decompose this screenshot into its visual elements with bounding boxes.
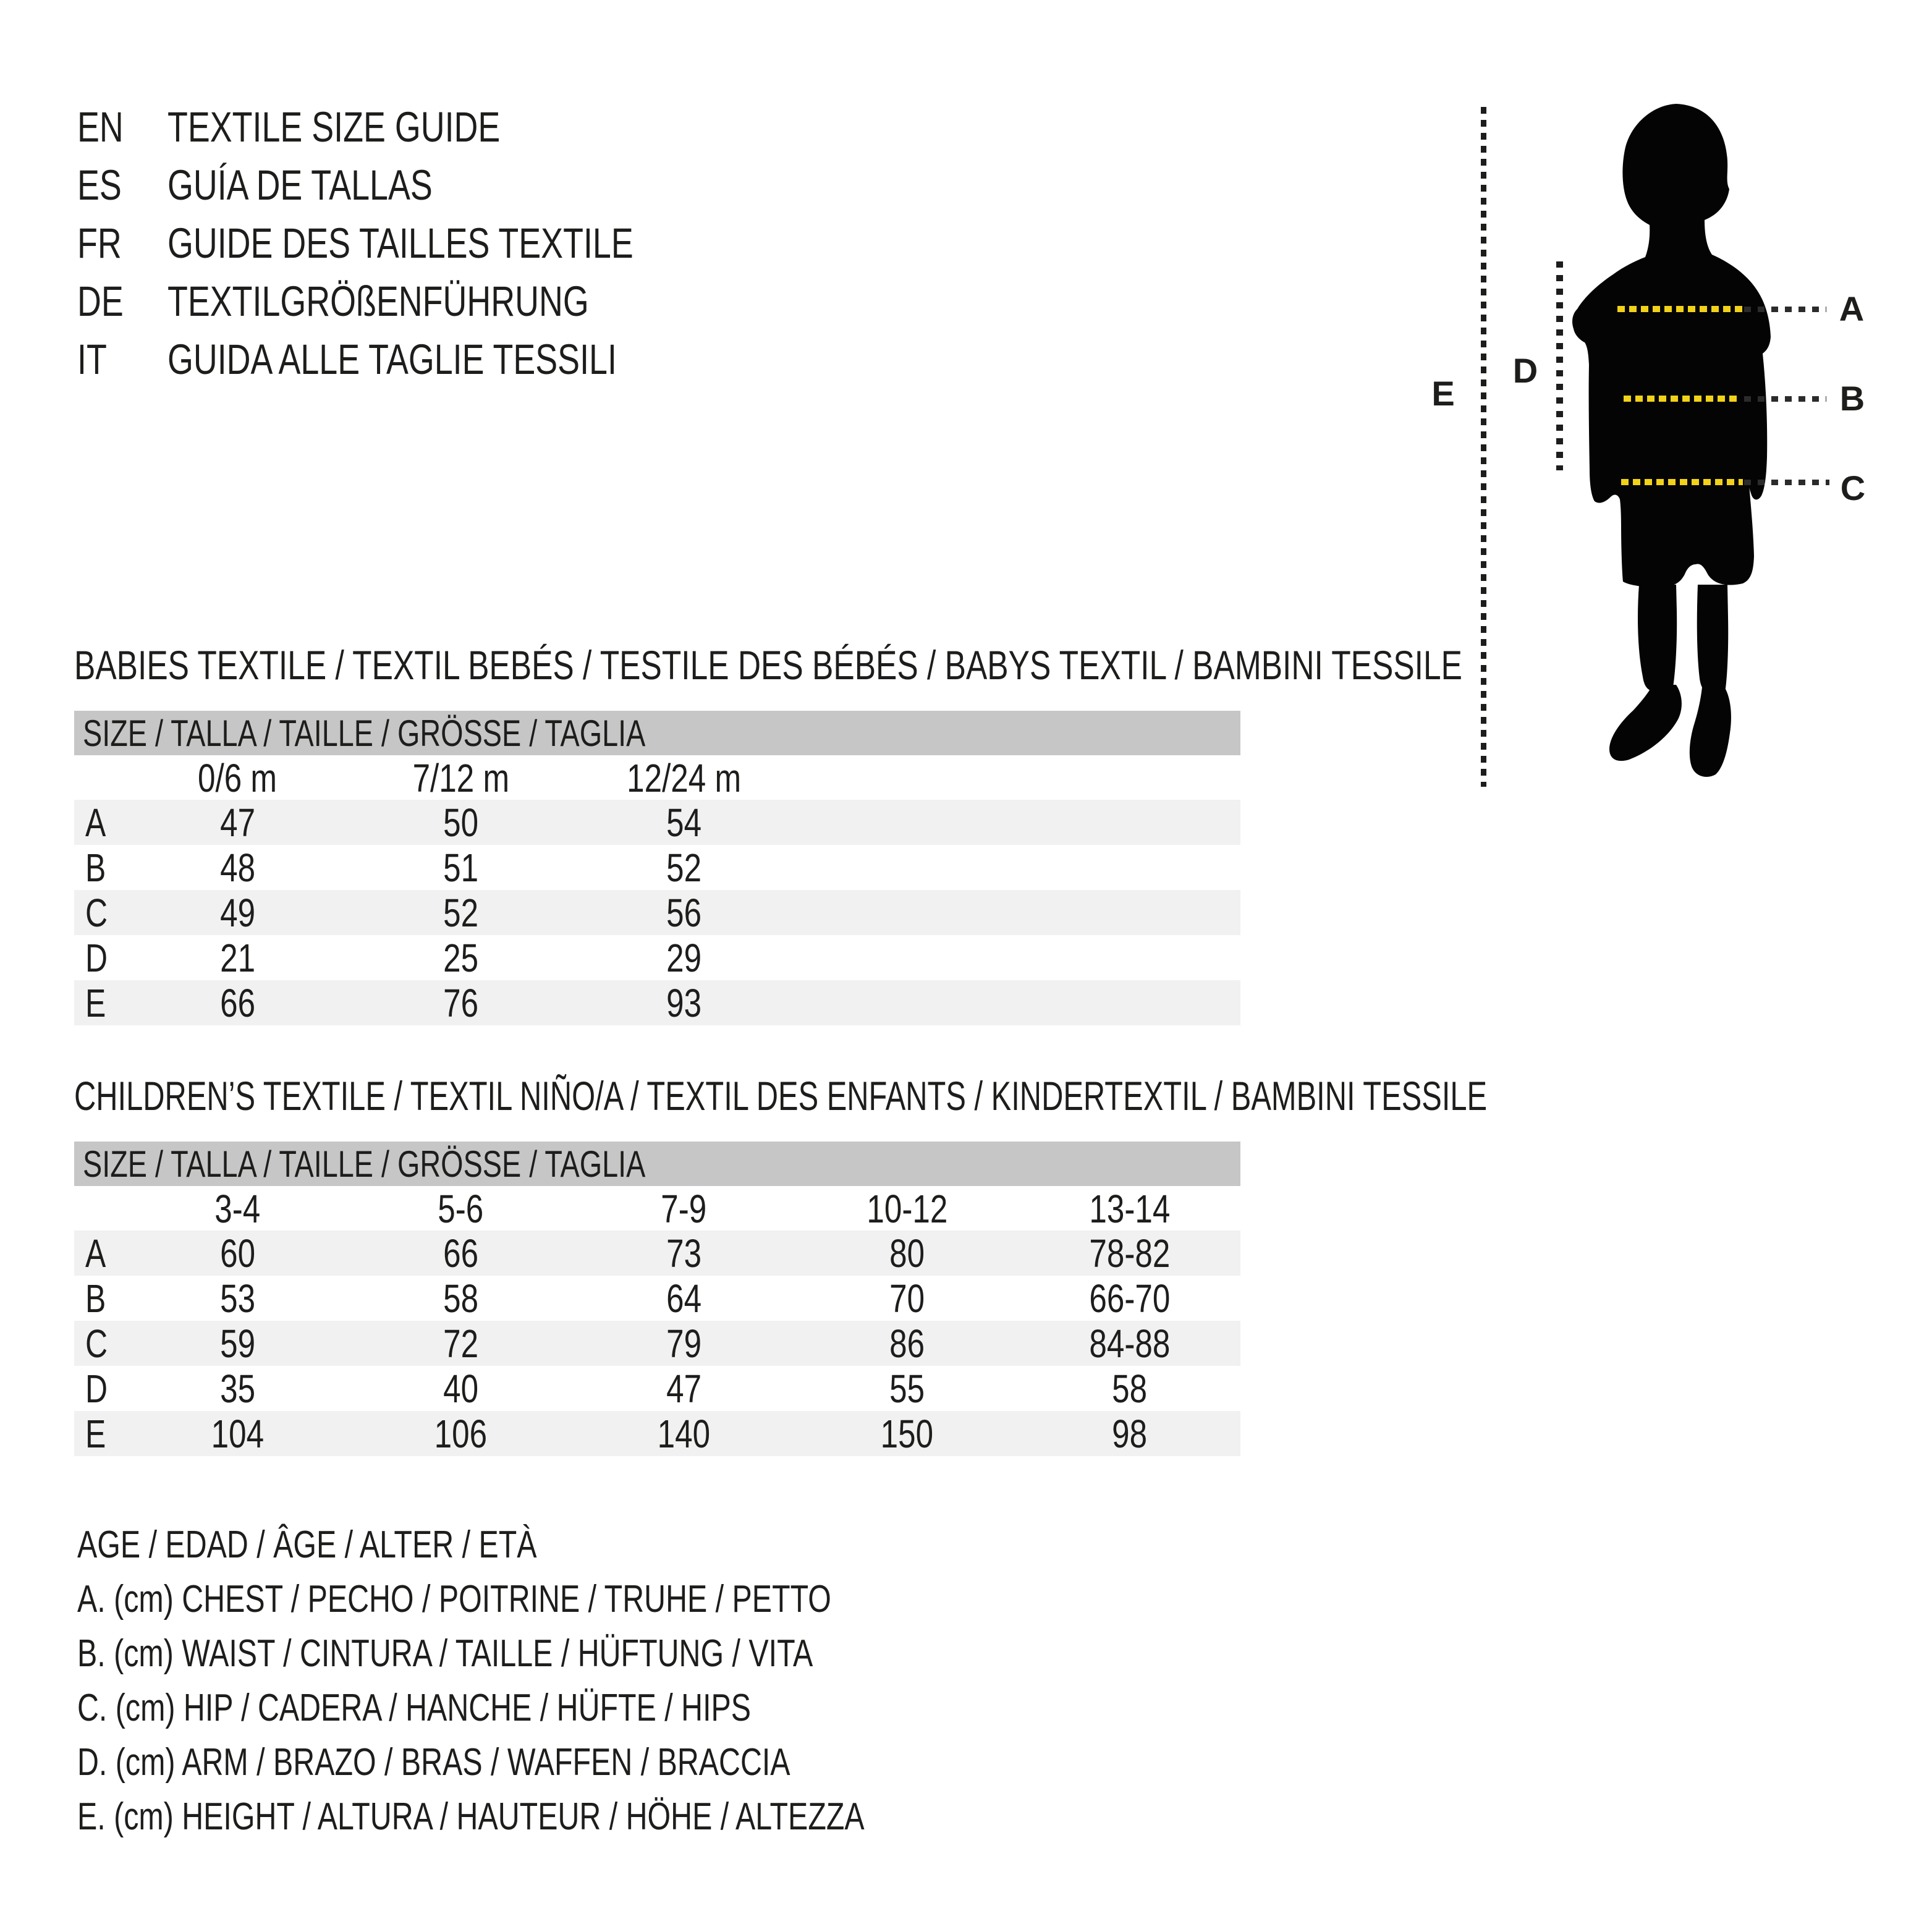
table-row [74, 1276, 1240, 1321]
value-text: 58 [1112, 1366, 1147, 1411]
value-text: 98 [1112, 1412, 1147, 1456]
children-heading-text: CHILDREN’S TEXTILE / TEXTIL NIÑO/A / TEXTIL DES ENFANTS / KINDERTEXTIL / BAMBINI TESSILE [74, 1073, 1488, 1119]
row-label-text: D [85, 936, 108, 980]
table-row [74, 1231, 1240, 1276]
legend-line [77, 1626, 1087, 1680]
measure-label-e: E [1431, 374, 1455, 413]
value-text: 48 [220, 845, 255, 890]
value-cell [1019, 1366, 1240, 1412]
value-cell [126, 935, 349, 981]
column-header-text: 3-4 [214, 1187, 261, 1231]
language-title-block [77, 98, 765, 388]
column-header-text: 13-14 [1089, 1187, 1170, 1231]
value-text: 73 [666, 1231, 701, 1276]
value-cell [1019, 1411, 1240, 1457]
value-text: 29 [666, 936, 701, 980]
value-text: 49 [220, 891, 255, 935]
row-label-text: B [85, 1276, 106, 1321]
measure-label-c: C [1840, 468, 1866, 507]
value-text: 140 [657, 1412, 711, 1456]
value-text: 53 [220, 1276, 255, 1321]
value-cell [572, 890, 795, 936]
value-cell [126, 1231, 349, 1276]
value-text: 21 [220, 936, 255, 980]
row-label-cell [74, 1366, 126, 1412]
measure-label-d: D [1512, 351, 1538, 390]
language-row [77, 98, 765, 156]
guide-title: GUÍA DE TALLAS [167, 161, 433, 209]
column-header-cell [795, 1186, 1019, 1232]
table-row [74, 935, 1240, 980]
value-text: 47 [666, 1366, 701, 1411]
size-header-text: SIZE / TALLA / TAILLE / GRÖSSE / TAGLIA [83, 712, 646, 754]
legend-line [77, 1789, 1087, 1844]
chest-measure-line-a-dash [1744, 307, 1826, 312]
value-cell [572, 980, 795, 1026]
value-cell [349, 1231, 572, 1276]
value-text: 54 [666, 800, 701, 845]
children-column-header-row [74, 1186, 1240, 1231]
language-code-text: DE [77, 277, 124, 325]
value-cell [126, 1366, 349, 1412]
value-cell [126, 800, 349, 845]
row-label-cell [74, 1411, 126, 1457]
legend-text: C. (cm) HIP / CADERA / HANCHE / HÜFTE / HIPS [77, 1686, 752, 1729]
value-text: 64 [666, 1276, 701, 1321]
value-text: 35 [220, 1366, 255, 1411]
measure-legend [77, 1517, 1087, 1844]
legend-line [77, 1517, 1087, 1572]
child-silhouette-figure [1508, 99, 1805, 803]
size-header-text: SIZE / TALLA / TAILLE / GRÖSSE / TAGLIA [83, 1143, 646, 1185]
children-section-heading [74, 1074, 1932, 1119]
column-header-cell [349, 1186, 572, 1232]
value-text: 52 [666, 845, 701, 890]
row-label-text: C [85, 1321, 108, 1366]
language-code-text: IT [77, 335, 107, 383]
language-code-text: ES [77, 161, 122, 209]
legend-text: D. (cm) ARM / BRAZO / BRAS / WAFFEN / BRACCIA [77, 1740, 790, 1784]
value-cell [349, 1276, 572, 1321]
babies-section-heading [74, 643, 1854, 688]
legend-line [77, 1735, 1087, 1789]
column-header-cell [126, 1186, 349, 1232]
value-cell [1019, 1321, 1240, 1366]
table-row [74, 890, 1240, 935]
value-cell [795, 1411, 1019, 1457]
value-text: 93 [666, 981, 701, 1025]
value-cell [572, 1411, 795, 1457]
table-row [74, 1321, 1240, 1366]
value-cell [126, 890, 349, 936]
column-header-text: 0/6 m [198, 756, 278, 800]
legend-text: AGE / EDAD / ÂGE / ALTER / ETÀ [77, 1523, 537, 1566]
language-code-text: FR [77, 219, 122, 267]
babies-size-table [74, 711, 1240, 1025]
value-text: 70 [889, 1276, 925, 1321]
measure-label-a: A [1839, 289, 1865, 328]
language-code [77, 161, 167, 210]
value-cell [349, 800, 572, 845]
value-cell [795, 1321, 1019, 1366]
arm-measure-line-d [1556, 261, 1563, 470]
value-cell [349, 935, 572, 981]
value-text: 59 [220, 1321, 255, 1366]
guide-title: GUIDA ALLE TAGLIE TESSILI [167, 335, 617, 383]
column-header-cell [349, 755, 572, 801]
value-cell [349, 1366, 572, 1412]
value-text: 104 [211, 1412, 265, 1456]
value-cell [126, 980, 349, 1026]
value-cell [126, 845, 349, 891]
column-header-text: 5-6 [438, 1187, 484, 1231]
value-cell [795, 1366, 1019, 1412]
legend-text: B. (cm) WAIST / CINTURA / TAILLE / HÜFTUNG / VITA [77, 1632, 813, 1675]
table-row [74, 1411, 1240, 1456]
table-row [74, 800, 1240, 845]
value-cell [572, 1366, 795, 1412]
guide-title: TEXTILGRÖßENFÜHRUNG [167, 277, 589, 325]
language-row [77, 272, 765, 330]
column-header-text: 7-9 [661, 1187, 707, 1231]
row-label-cell [74, 1321, 126, 1366]
value-text: 86 [889, 1321, 925, 1366]
row-label-text: D [85, 1366, 108, 1411]
row-label-text: A [85, 1231, 106, 1276]
language-code-text: EN [77, 103, 124, 151]
value-text: 72 [443, 1321, 478, 1366]
language-row [77, 156, 765, 214]
column-header-cell [1019, 1186, 1240, 1232]
value-cell [126, 1276, 349, 1321]
language-row [77, 330, 765, 388]
value-text: 25 [443, 936, 478, 980]
value-text: 80 [889, 1231, 925, 1276]
value-cell [572, 845, 795, 891]
row-label-text: E [85, 1412, 106, 1456]
language-code [77, 103, 167, 151]
column-header-cell [572, 755, 795, 801]
column-header-cell [126, 755, 349, 801]
value-text: 50 [443, 800, 478, 845]
value-text: 55 [889, 1366, 925, 1411]
babies-heading-text: BABIES TEXTILE / TEXTIL BEBÉS / TESTILE DES BÉBÉS / BABYS TEXTIL / BAMBINI TESSILE [74, 642, 1462, 688]
row-label-text: B [85, 845, 106, 890]
row-label-text: A [85, 800, 106, 845]
value-text: 66-70 [1089, 1276, 1170, 1321]
waist-measure-line-b-yellow [1624, 396, 1739, 402]
value-cell [572, 935, 795, 981]
value-cell [795, 1231, 1019, 1276]
value-cell [126, 1321, 349, 1366]
legend-line [77, 1572, 1087, 1626]
legend-text: E. (cm) HEIGHT / ALTURA / HAUTEUR / HÖHE / ALTEZZA [77, 1795, 865, 1838]
column-header-text: 7/12 m [412, 756, 509, 800]
row-label-text: E [85, 981, 106, 1025]
children-size-header-bar [74, 1142, 1240, 1186]
value-cell [349, 1411, 572, 1457]
value-text: 47 [220, 800, 255, 845]
value-cell [572, 800, 795, 845]
hip-measure-line-c-yellow [1621, 479, 1743, 485]
row-label-cell [74, 845, 126, 891]
hip-measure-line-c-dash [1744, 480, 1829, 485]
children-size-table [74, 1142, 1240, 1456]
value-cell [349, 1321, 572, 1366]
value-cell [572, 1231, 795, 1276]
babies-column-header-row [74, 755, 1240, 800]
measurement-figure-area [1421, 99, 1932, 810]
value-cell [349, 845, 572, 891]
table-row [74, 980, 1240, 1025]
language-code [77, 335, 167, 384]
value-text: 150 [880, 1412, 934, 1456]
language-code [77, 277, 167, 326]
legend-line [77, 1680, 1087, 1735]
value-text: 78-82 [1089, 1231, 1170, 1276]
value-cell [349, 890, 572, 936]
value-text: 66 [443, 1231, 478, 1276]
row-label-cell [74, 800, 126, 845]
table-row [74, 845, 1240, 890]
column-header-text: 10-12 [866, 1187, 947, 1231]
table-row [74, 1366, 1240, 1411]
value-text: 79 [666, 1321, 701, 1366]
guide-title: TEXTILE SIZE GUIDE [167, 103, 501, 151]
value-text: 58 [443, 1276, 478, 1321]
guide-title: GUIDE DES TAILLES TEXTILE [167, 219, 633, 267]
row-label-cell [74, 1231, 126, 1276]
value-cell [349, 980, 572, 1026]
column-header-cell [572, 1186, 795, 1232]
language-row [77, 214, 765, 272]
column-header-text: 12/24 m [627, 756, 741, 800]
value-text: 60 [220, 1231, 255, 1276]
value-cell [1019, 1276, 1240, 1321]
value-text: 76 [443, 981, 478, 1025]
value-text: 51 [443, 845, 478, 890]
row-label-cell [74, 1276, 126, 1321]
value-text: 106 [434, 1412, 488, 1456]
value-text: 84-88 [1089, 1321, 1170, 1366]
value-cell [126, 1411, 349, 1457]
legend-text: A. (cm) CHEST / PECHO / POITRINE / TRUHE / PETTO [77, 1577, 831, 1621]
waist-measure-line-b-dash [1744, 396, 1826, 402]
language-code [77, 219, 167, 268]
value-cell [572, 1321, 795, 1366]
measure-label-b: B [1839, 379, 1865, 418]
value-text: 52 [443, 891, 478, 935]
value-text: 66 [220, 981, 255, 1025]
value-text: 56 [666, 891, 701, 935]
row-label-text: C [85, 891, 108, 935]
row-label-cell [74, 980, 126, 1026]
value-cell [795, 1276, 1019, 1321]
value-cell [1019, 1231, 1240, 1276]
chest-measure-line-a-yellow [1617, 306, 1743, 312]
babies-size-header-bar [74, 711, 1240, 755]
value-text: 40 [443, 1366, 478, 1411]
row-label-cell [74, 935, 126, 981]
row-label-cell [74, 890, 126, 936]
value-cell [572, 1276, 795, 1321]
